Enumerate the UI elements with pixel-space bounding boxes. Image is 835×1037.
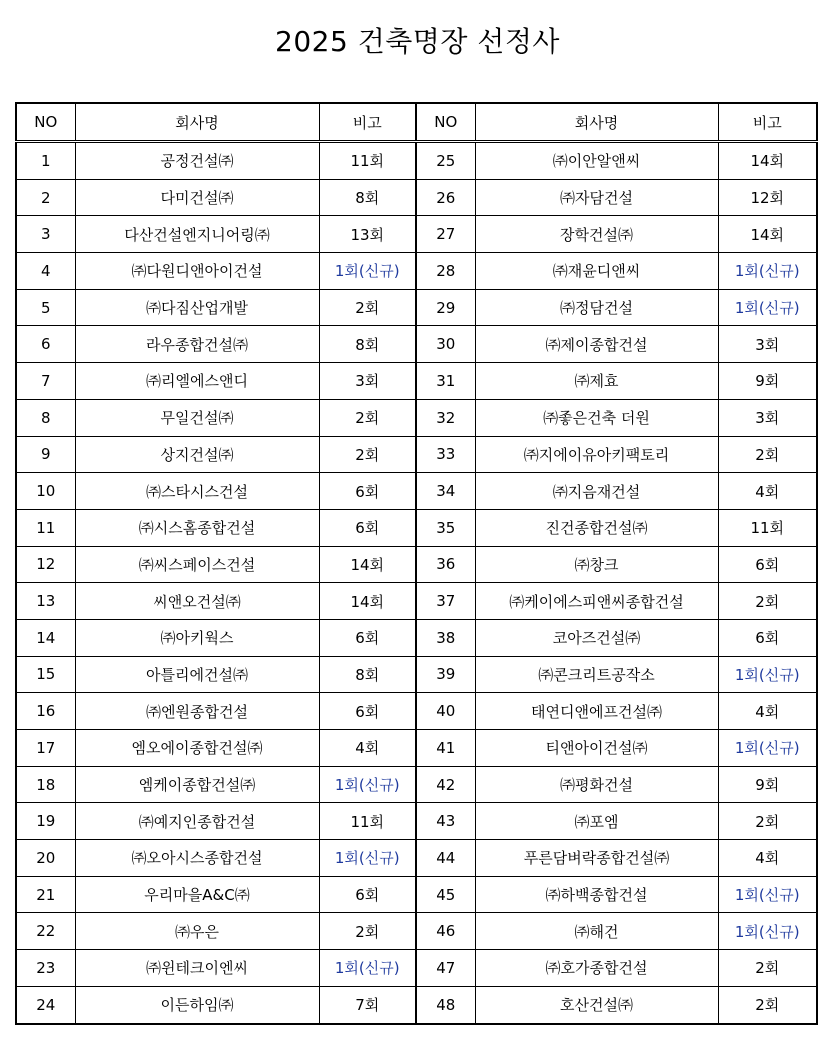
company-name-cell: 코아즈건설㈜: [475, 619, 718, 656]
note-cell: 11회: [319, 142, 416, 180]
company-name-cell: ㈜해건: [475, 913, 718, 950]
row-number-cell: 30: [416, 326, 475, 363]
note-cell: 7회: [319, 986, 416, 1023]
row-number-cell: 46: [416, 913, 475, 950]
note-cell: 4회: [718, 840, 817, 877]
note-cell: 1회(신규): [718, 913, 817, 950]
company-name-cell: 아틀리에건설㈜: [75, 656, 319, 693]
note-cell: 2회: [319, 436, 416, 473]
company-name-cell: ㈜오아시스종합건설: [75, 840, 319, 877]
row-number-cell: 37: [416, 583, 475, 620]
note-cell: 11회: [718, 509, 817, 546]
table-row: [16, 546, 817, 583]
table-row: [16, 876, 817, 913]
row-number-cell: 28: [416, 253, 475, 290]
note-cell: 1회(신규): [319, 840, 416, 877]
table-row: [16, 289, 817, 326]
company-name-cell: 푸른담벼락종합건설㈜: [475, 840, 718, 877]
company-name-cell: 이든하임㈜: [75, 986, 319, 1023]
note-cell: 1회(신규): [718, 656, 817, 693]
note-cell: 6회: [718, 546, 817, 583]
company-name-cell: ㈜콘크리트공작소: [475, 656, 718, 693]
row-number-cell: 32: [416, 399, 475, 436]
row-number-cell: 21: [16, 876, 75, 913]
row-number-cell: 22: [16, 913, 75, 950]
note-cell: 3회: [319, 363, 416, 400]
company-name-cell: 상지건설㈜: [75, 436, 319, 473]
row-number-cell: 33: [416, 436, 475, 473]
row-number-cell: 27: [416, 216, 475, 253]
note-cell: 13회: [319, 216, 416, 253]
row-number-cell: 31: [416, 363, 475, 400]
row-number-cell: 13: [16, 583, 75, 620]
company-name-cell: 다산건설엔지니어링㈜: [75, 216, 319, 253]
row-number-cell: 7: [16, 363, 75, 400]
table-row: [16, 803, 817, 840]
company-name-cell: 태연디앤에프건설㈜: [475, 693, 718, 730]
selection-table: [15, 102, 818, 1025]
row-number-cell: 18: [16, 766, 75, 803]
row-number-cell: 9: [16, 436, 75, 473]
header-note: 비고: [319, 103, 416, 142]
row-number-cell: 19: [16, 803, 75, 840]
note-cell: 6회: [319, 509, 416, 546]
row-number-cell: 42: [416, 766, 475, 803]
company-name-cell: ㈜창크: [475, 546, 718, 583]
company-name-cell: ㈜엔원종합건설: [75, 693, 319, 730]
note-cell: 8회: [319, 656, 416, 693]
table-row: [16, 436, 817, 473]
company-name-cell: 엠케이종합건설㈜: [75, 766, 319, 803]
company-name-cell: ㈜씨스페이스건설: [75, 546, 319, 583]
row-number-cell: 25: [416, 142, 475, 180]
table-row: [16, 693, 817, 730]
company-name-cell: ㈜하백종합건설: [475, 876, 718, 913]
row-number-cell: 6: [16, 326, 75, 363]
company-name-cell: ㈜케이에스피앤씨종합건설: [475, 583, 718, 620]
note-cell: 11회: [319, 803, 416, 840]
header-no: NO: [16, 103, 75, 142]
row-number-cell: 45: [416, 876, 475, 913]
note-cell: 2회: [718, 950, 817, 987]
note-cell: 6회: [319, 693, 416, 730]
company-name-cell: ㈜좋은건축 더원: [475, 399, 718, 436]
company-name-cell: 진건종합건설㈜: [475, 509, 718, 546]
company-name-cell: ㈜다짐산업개발: [75, 289, 319, 326]
row-number-cell: 5: [16, 289, 75, 326]
row-number-cell: 24: [16, 986, 75, 1023]
note-cell: 1회(신규): [718, 876, 817, 913]
note-cell: 4회: [319, 730, 416, 767]
note-cell: 6회: [319, 876, 416, 913]
table-row: [16, 583, 817, 620]
company-name-cell: ㈜리엘에스앤디: [75, 363, 319, 400]
row-number-cell: 10: [16, 473, 75, 510]
row-number-cell: 48: [416, 986, 475, 1023]
company-name-cell: ㈜스타시스건설: [75, 473, 319, 510]
table-header-row: [16, 103, 817, 142]
table-row: [16, 840, 817, 877]
note-cell: 1회(신규): [319, 766, 416, 803]
header-note: 비고: [718, 103, 817, 142]
note-cell: 1회(신규): [319, 253, 416, 290]
company-name-cell: 우리마을A&C㈜: [75, 876, 319, 913]
page-title: 2025 건축명장 선정사: [275, 25, 560, 58]
company-name-cell: 씨앤오건설㈜: [75, 583, 319, 620]
table-row: [16, 986, 817, 1023]
table-body: [16, 142, 817, 1024]
table-row: [16, 656, 817, 693]
table-row: [16, 142, 817, 180]
header-no: NO: [416, 103, 475, 142]
company-name-cell: ㈜다원디앤아이건설: [75, 253, 319, 290]
table-row: [16, 730, 817, 767]
note-cell: 12회: [718, 179, 817, 216]
note-cell: 6회: [319, 473, 416, 510]
note-cell: 2회: [718, 436, 817, 473]
company-name-cell: ㈜시스홈종합건설: [75, 509, 319, 546]
note-cell: 2회: [319, 399, 416, 436]
table-row: [16, 766, 817, 803]
table-row: [16, 619, 817, 656]
company-name-cell: 라우종합건설㈜: [75, 326, 319, 363]
company-name-cell: ㈜지음재건설: [475, 473, 718, 510]
row-number-cell: 2: [16, 179, 75, 216]
table-row: [16, 509, 817, 546]
note-cell: 2회: [718, 583, 817, 620]
company-name-cell: 엠오에이종합건설㈜: [75, 730, 319, 767]
note-cell: 4회: [718, 473, 817, 510]
company-name-cell: ㈜호가종합건설: [475, 950, 718, 987]
row-number-cell: 44: [416, 840, 475, 877]
table-row: [16, 179, 817, 216]
note-cell: 14회: [718, 142, 817, 180]
note-cell: 14회: [718, 216, 817, 253]
note-cell: 8회: [319, 179, 416, 216]
note-cell: 2회: [718, 803, 817, 840]
row-number-cell: 38: [416, 619, 475, 656]
company-name-cell: ㈜자담건설: [475, 179, 718, 216]
company-name-cell: ㈜제효: [475, 363, 718, 400]
note-cell: 9회: [718, 363, 817, 400]
row-number-cell: 43: [416, 803, 475, 840]
company-name-cell: 공정건설㈜: [75, 142, 319, 180]
note-cell: 9회: [718, 766, 817, 803]
row-number-cell: 8: [16, 399, 75, 436]
note-cell: 1회(신규): [718, 289, 817, 326]
row-number-cell: 41: [416, 730, 475, 767]
note-cell: 8회: [319, 326, 416, 363]
company-name-cell: ㈜이안알앤씨: [475, 142, 718, 180]
note-cell: 4회: [718, 693, 817, 730]
company-name-cell: ㈜윈테크이엔씨: [75, 950, 319, 987]
row-number-cell: 3: [16, 216, 75, 253]
company-name-cell: 다미건설㈜: [75, 179, 319, 216]
row-number-cell: 40: [416, 693, 475, 730]
table-row: [16, 950, 817, 987]
table-row: [16, 326, 817, 363]
row-number-cell: 34: [416, 473, 475, 510]
note-cell: 6회: [718, 619, 817, 656]
row-number-cell: 47: [416, 950, 475, 987]
table-row: [16, 399, 817, 436]
company-name-cell: ㈜예지인종합건설: [75, 803, 319, 840]
note-cell: 3회: [718, 399, 817, 436]
row-number-cell: 36: [416, 546, 475, 583]
table-row: [16, 253, 817, 290]
row-number-cell: 15: [16, 656, 75, 693]
row-number-cell: 17: [16, 730, 75, 767]
row-number-cell: 23: [16, 950, 75, 987]
note-cell: 2회: [319, 913, 416, 950]
row-number-cell: 14: [16, 619, 75, 656]
company-name-cell: ㈜우은: [75, 913, 319, 950]
header-company-name: 회사명: [75, 103, 319, 142]
company-name-cell: 무일건설㈜: [75, 399, 319, 436]
row-number-cell: 26: [416, 179, 475, 216]
row-number-cell: 4: [16, 253, 75, 290]
company-name-cell: ㈜재윤디앤씨: [475, 253, 718, 290]
company-name-cell: ㈜지에이유아키팩토리: [475, 436, 718, 473]
company-name-cell: ㈜포엠: [475, 803, 718, 840]
note-cell: 14회: [319, 583, 416, 620]
row-number-cell: 39: [416, 656, 475, 693]
table-row: [16, 216, 817, 253]
note-cell: 6회: [319, 619, 416, 656]
note-cell: 1회(신규): [718, 730, 817, 767]
note-cell: 2회: [718, 986, 817, 1023]
row-number-cell: 11: [16, 509, 75, 546]
row-number-cell: 20: [16, 840, 75, 877]
note-cell: 1회(신규): [718, 253, 817, 290]
table-row: [16, 913, 817, 950]
company-name-cell: ㈜정담건설: [475, 289, 718, 326]
note-cell: 1회(신규): [319, 950, 416, 987]
row-number-cell: 35: [416, 509, 475, 546]
company-name-cell: 티앤아이건설㈜: [475, 730, 718, 767]
company-name-cell: 장학건설㈜: [475, 216, 718, 253]
table-row: [16, 473, 817, 510]
row-number-cell: 1: [16, 142, 75, 180]
row-number-cell: 12: [16, 546, 75, 583]
row-number-cell: 29: [416, 289, 475, 326]
company-name-cell: 호산건설㈜: [475, 986, 718, 1023]
company-name-cell: ㈜아키웍스: [75, 619, 319, 656]
note-cell: 3회: [718, 326, 817, 363]
table-row: [16, 363, 817, 400]
company-name-cell: ㈜제이종합건설: [475, 326, 718, 363]
header-company-name: 회사명: [475, 103, 718, 142]
note-cell: 2회: [319, 289, 416, 326]
company-name-cell: ㈜평화건설: [475, 766, 718, 803]
row-number-cell: 16: [16, 693, 75, 730]
note-cell: 14회: [319, 546, 416, 583]
